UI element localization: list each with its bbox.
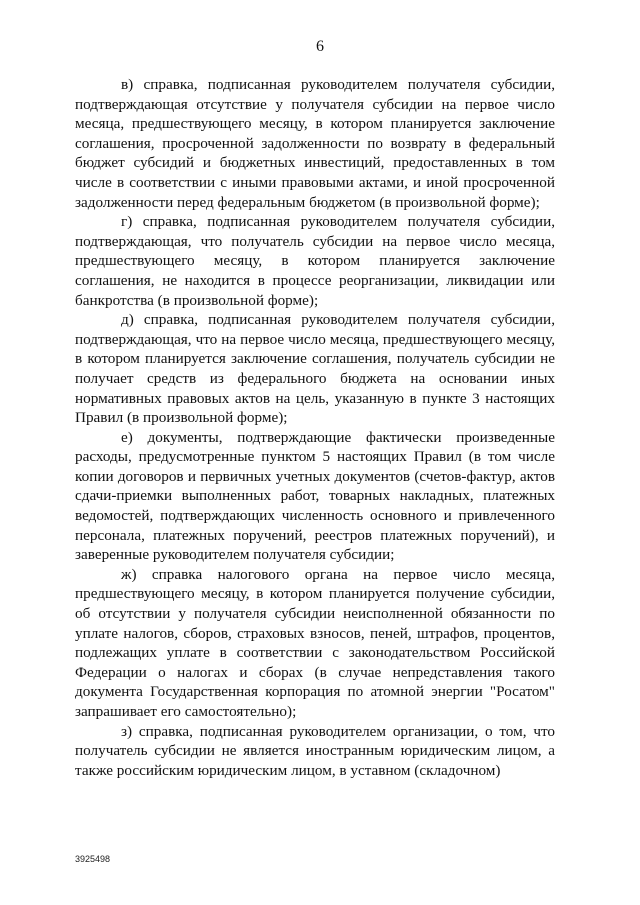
paragraph-z: з) справка, подписанная руководителем организации, о том, что получатель субсидии не является иностранным юридическим лицом, а также российским юридическим лицом, в уставном (складочном) [75, 722, 555, 779]
paragraph-v: в) справка, подписанная руководителем получателя субсидии, подтверждающая отсутствие у получателя субсидии на первое число месяца, предшествующего месяцу, в котором планируется заключение соглашения, просроченной задолженности по возврату в федеральный бюджет субсидий и бюджетных инвестиций, предоставленных в том числе в соответствии с иными правовыми актами, и иной просроченной задолженности перед федеральным бюджетом (в произвольной форме); [75, 76, 555, 211]
document-body [75, 75, 555, 780]
document-code: 3925498 [75, 854, 111, 864]
paragraph-e: е) документы, подтверждающие фактически произведенные расходы, предусмотренные пунктом 5 настоящих Правил (в том числе копии договоров и первичных учетных документов (счетов-фактур, актов сдачи-приемки выполненных работ, товарных накладных, платежных ведомостей, подтверждающих численность основного и привлеченного персонала, платежных поручений, реестров платежных поручений), и заверенные руководителем получателя субсидии; [75, 428, 555, 564]
paragraph-g: г) справка, подписанная руководителем получателя субсидии, подтверждающая, что получатель субсидии на первое число месяца, предшествующего месяцу, в котором планируется заключение соглашения, не находится в процессе реорганизации, ликвидации или банкротства (в произвольной форме); [75, 213, 555, 309]
paragraph-d: д) справка, подписанная руководителем получателя субсидии, подтверждающая, что на первое число месяца, предшествующего месяцу, в котором планируется заключение соглашения, получатель субсидии не получает средств из федерального бюджета на основании иных нормативных правовых актов на цель, указанную в пункте 3 настоящих Правил (в произвольной форме); [75, 311, 555, 427]
page-number: 6 [316, 38, 324, 55]
paragraph-zh: ж) справка налогового органа на первое число месяца, предшествующего месяцу, в котором планируется получение субсидии, об отсутствии у получателя субсидии неисполненной обязанности по уплате налогов, сборов, страховых взносов, пеней, штрафов, процентов, подлежащих уплате в соответствии с законодательством Российской Федерации о налогах и сборах (в случае непредставления такого документа Государственная корпорация по атомной энергии "Росатом" запрашивает его самостоятельно); [75, 565, 555, 720]
